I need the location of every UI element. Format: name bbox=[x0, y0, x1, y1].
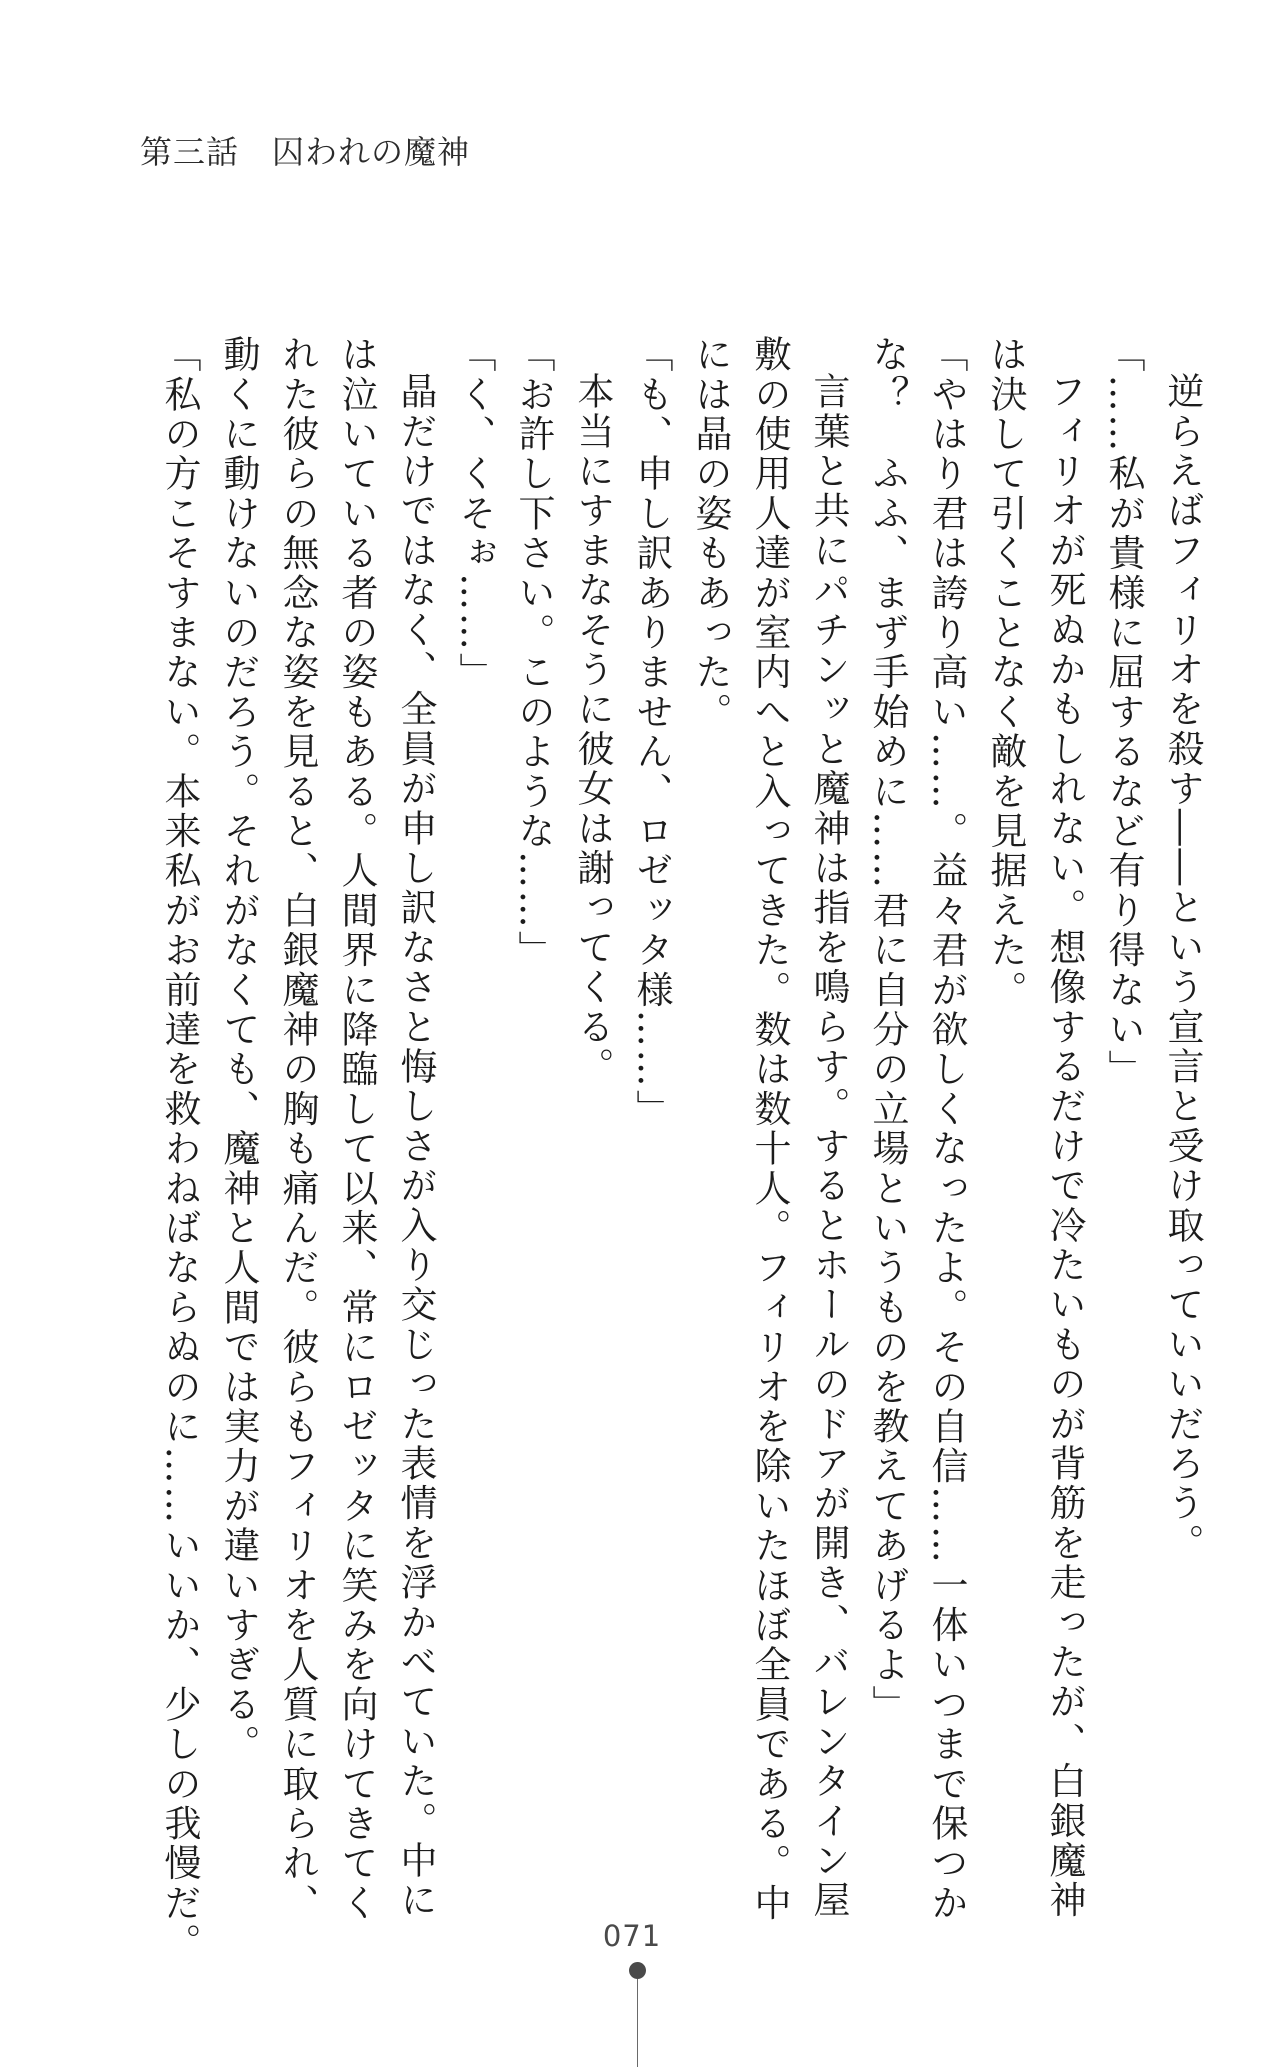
text-line: 晶だけではなく、全員が申し訳なさと悔しさが入り交じった表情を浮かべていた。中に bbox=[394, 372, 437, 1921]
text-line: 「お許し下さい。このような……」 bbox=[512, 335, 555, 971]
text-line: 「……私が貴様に屈するなど有り得ない」 bbox=[1102, 335, 1145, 1090]
text-line: 敷の使用人達が室内へと入ってきた。数は数十人。フィリオを除いたほぼ全員である。中 bbox=[748, 335, 791, 1923]
text-line: 「やはり君は誇り高い……。益々君が欲しくなったよ。その自信……一体いつまで保つか bbox=[925, 335, 968, 1923]
text-line: 「私の方こそすまない。本来私がお前達を救わねばならぬのに……いいか、少しの我慢だ。 bbox=[158, 335, 201, 1963]
text-line: は決して引くことなく敵を見据えた。 bbox=[984, 335, 1027, 1010]
text-line: 本当にすまなそうに彼女は謝ってくる。 bbox=[571, 372, 614, 1087]
folio-line-ornament bbox=[637, 1979, 638, 2067]
folio-dot-ornament bbox=[629, 1962, 646, 1979]
page-number: 071 bbox=[602, 1919, 662, 1953]
text-line: 逆らえばフィリオを殺す――という宣言と受け取っていいだろう。 bbox=[1161, 372, 1204, 1563]
text-line: 「く、くそぉ……」 bbox=[453, 335, 496, 693]
text-line: 動くに動けないのだろう。それがなくても、魔神と人間では実力が違いすぎる。 bbox=[217, 335, 260, 1765]
text-line: 言葉と共にパチンッと魔神は指を鳴らす。するとホールのドアが開き、バレンタイン屋 bbox=[807, 372, 850, 1921]
text-line: な？ ふふ、まず手始めに……君に自分の立場というものを教えてあげるよ」 bbox=[866, 335, 909, 1725]
text-line: フィリオが死ぬかもしれない。想像するだけで冷たいものが背筋を走ったが、白銀魔神 bbox=[1043, 372, 1086, 1921]
text-line: 「も、申し訳ありません、ロゼッタ様……」 bbox=[630, 335, 673, 1129]
text-line: れた彼らの無念な姿を見ると、白銀魔神の胸も痛んだ。彼らもフィリオを人質に取られ、 bbox=[276, 335, 319, 1923]
text-line: には晶の姿もあった。 bbox=[689, 335, 732, 732]
chapter-title: 第三話 囚われの魔神 bbox=[140, 133, 471, 171]
text-line: は泣いている者の姿もある。人間界に降臨して以来、常にロゼッタに笑みを向けてきてく bbox=[335, 335, 378, 1923]
